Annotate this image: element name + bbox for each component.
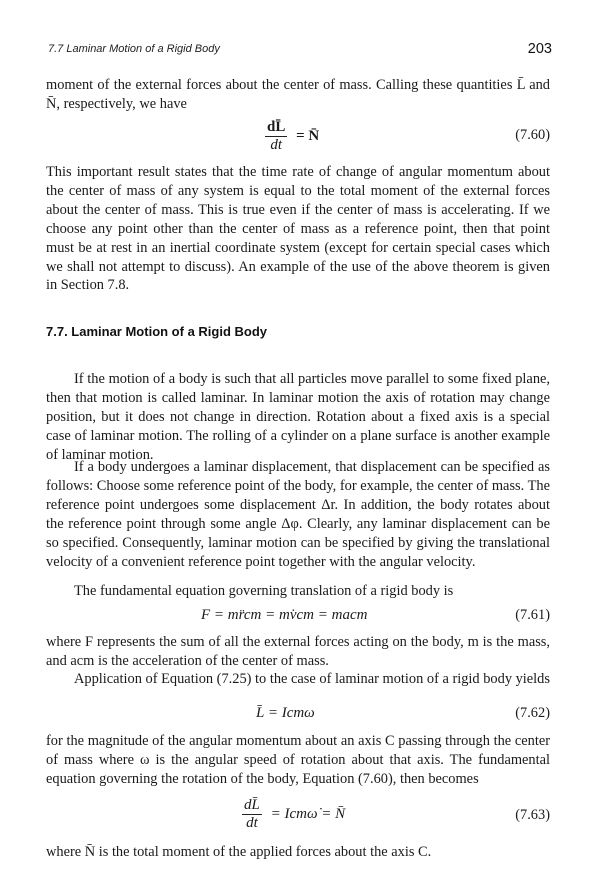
paragraph-intro: moment of the external forces about the center of mass. Calling these quantities L̄ and N̄, respectively, we have: [46, 77, 550, 112]
paragraph-angular-momentum: for the magnitude of the angular momentum about an axis C passing through the center of mass where ω is the angular speed of rotation about that axis. The fundamental equation governing the rotation of the body, Equation (7.60), then becomes: [46, 733, 550, 787]
paragraph-moment: where N̄ is the total moment of the applied forces about the axis C.: [46, 844, 432, 860]
equation-7-63-math: [242, 797, 345, 832]
paragraph-force-definition: where F represents the sum of all the external forces acting on the body, m is the mass, and acm is the acceleration of the center of mass.: [46, 634, 550, 669]
equation-number: (7.63): [515, 807, 550, 823]
fraction: [242, 797, 262, 832]
fraction-numerator: dL̄: [244, 797, 260, 813]
paragraph-laminar-displacement: If a body undergoes a laminar displacement, that displacement can be specified as follows: Choose some reference point of the body, for example, the center of mass. The reference point undergoes some displacement Δr. In addition, the body rotates about the reference point through some angle Δφ. Clearly, any laminar displacement can be so specified. Consequently, laminar motion can be specified by giving the translational velocity of a convenient reference point together with the angular velocity.: [46, 459, 550, 570]
equation-number: (7.62): [515, 705, 550, 721]
paragraph-application: Application of Equation (7.25) to the case of laminar motion of a rigid body yields: [74, 671, 550, 687]
equation-7-61-math: F = mr̈cm = mv̇cm = macm: [201, 607, 368, 623]
equation-7-62-math: L̄ = Icmω: [256, 705, 315, 721]
fraction-numerator: dL̄: [267, 119, 286, 135]
running-head: [48, 41, 552, 61]
equation-7-63: [46, 797, 550, 831]
page-number: 203: [527, 41, 552, 57]
fraction-denominator: dt: [270, 137, 283, 153]
equation-rhs: = Icmω̇ = N̄: [270, 805, 346, 822]
paragraph-translation-intro: The fundamental equation governing translation of a rigid body is: [74, 583, 454, 599]
equation-7-62: [46, 705, 550, 735]
fraction: [265, 119, 287, 154]
paragraph-result: This important result states that the time rate of change of angular momentum about the center of mass of any system is equal to the total moment of the external forces about the center of mass. This is true even if the center of mass is accelerating. If we choose any point other than the center of mass as a reference point, then that point must be at rest in an inertial coordinate system (except for certain special cases which we shall not attempt to discuss). An example of the use of the above theorem is given in Section 7.8.: [46, 164, 550, 294]
equation-7-60: [46, 119, 550, 153]
paragraph-laminar-definition: If the motion of a body is such that all particles move parallel to some fixed plane, then that motion is called laminar. In laminar motion the axis of rotation may change position, but it does not change in direction. Rotation about a fixed axis is a special case of laminar motion. The rolling of a cylinder on a plane surface is another example of laminar motion.: [46, 371, 550, 463]
equation-number: (7.61): [515, 607, 550, 623]
section-heading: 7.7. Laminar Motion of a Rigid Body: [46, 324, 268, 339]
equation-number: (7.60): [515, 127, 550, 143]
equation-rhs: = N̄: [296, 127, 320, 144]
fraction-denominator: dt: [246, 815, 258, 831]
equation-7-60-math: [265, 119, 319, 154]
running-head-title: 7.7 Laminar Motion of a Rigid Body: [48, 43, 220, 55]
